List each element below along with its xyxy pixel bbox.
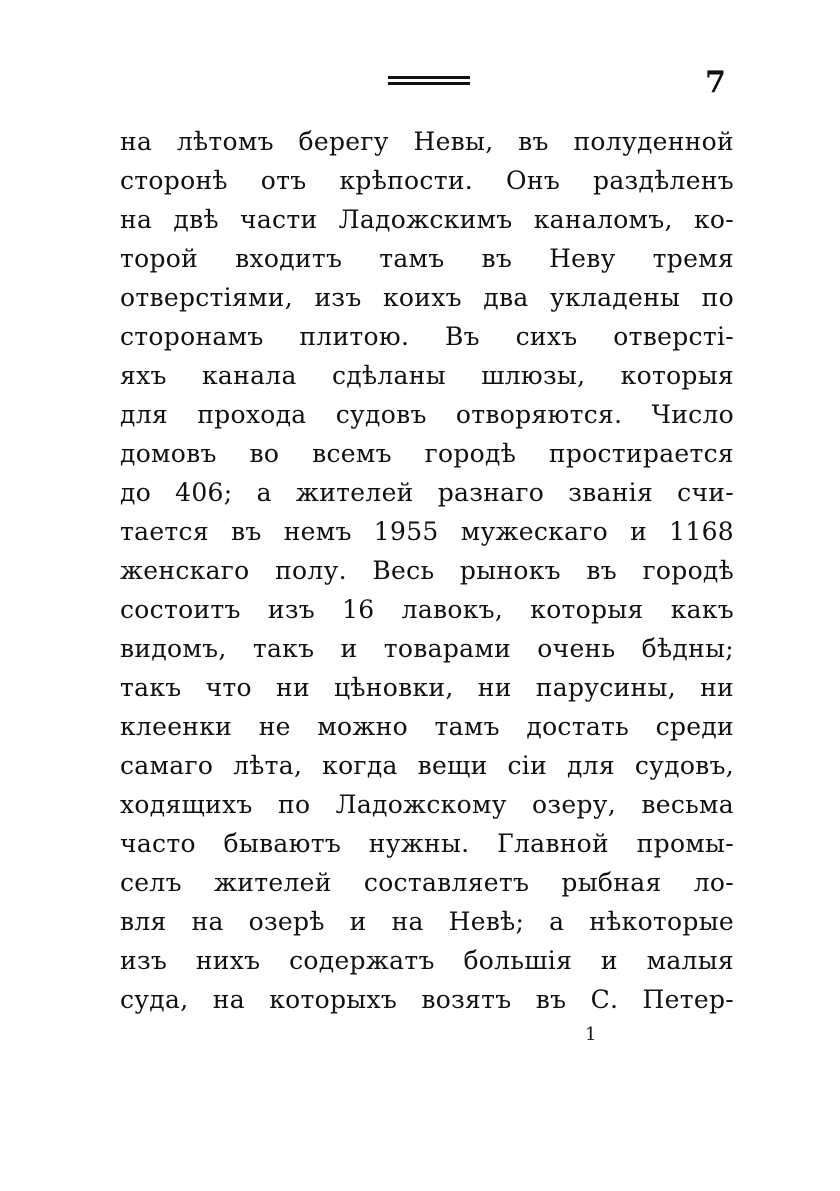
text-line: отверстіями, изъ коихъ два укладены по [120, 283, 734, 312]
text-line: до 406; а жителей разнаго званія счи- [120, 478, 734, 507]
text-line: видомъ, такъ и товарами очень бѣдны; [120, 634, 734, 663]
text-line: суда, на которыхъ возятъ въ С. Петер- [120, 985, 734, 1014]
text-line: для прохода судовъ отворяются. Число [120, 400, 734, 429]
rule-line-top [388, 76, 470, 79]
text-line: яхъ канала сдѣланы шлюзы, которыя [120, 361, 734, 390]
rule-line-bottom [388, 82, 470, 85]
text-line: часто бываютъ нужны. Главной промы- [120, 829, 734, 858]
page-number: 7 [705, 65, 726, 100]
text-line: селъ жителей составляетъ рыбная ло- [120, 868, 734, 897]
text-line: на лѣтомъ берегу Невы, въ полуденной [120, 127, 734, 156]
text-line: домовъ во всемъ городѣ простирается [120, 439, 734, 468]
text-line: такъ что ни цѣновки, ни парусины, ни [120, 673, 734, 702]
text-line: вля на озерѣ и на Невѣ; а нѣкоторые [120, 907, 734, 936]
text-line: женскаго полу. Весь рынокъ въ городѣ [120, 556, 734, 585]
text-line: на двѣ части Ладожскимъ каналомъ, ко- [120, 205, 734, 234]
text-line: состоитъ изъ 16 лавокъ, которыя какъ [120, 595, 734, 624]
header-ornament-rule [388, 76, 470, 90]
text-line: сторонамъ плитою. Въ сихъ отверсті- [120, 322, 734, 351]
signature-mark: 1 [585, 1024, 597, 1045]
text-line: самаго лѣта, когда вещи сіи для судовъ, [120, 751, 734, 780]
text-line: клеенки не можно тамъ достать среди [120, 712, 734, 741]
text-line: тается въ немъ 1955 мужескаго и 1168 [120, 517, 734, 546]
text-line: изъ нихъ содержатъ большія и малыя [120, 946, 734, 975]
text-line: ходящихъ по Ладожскому озеру, весьма [120, 790, 734, 819]
body-text [120, 122, 734, 1019]
text-line: сторонѣ отъ крѣпости. Онъ раздѣленъ [120, 166, 734, 195]
text-line: торой входитъ тамъ въ Неву тремя [120, 244, 734, 273]
